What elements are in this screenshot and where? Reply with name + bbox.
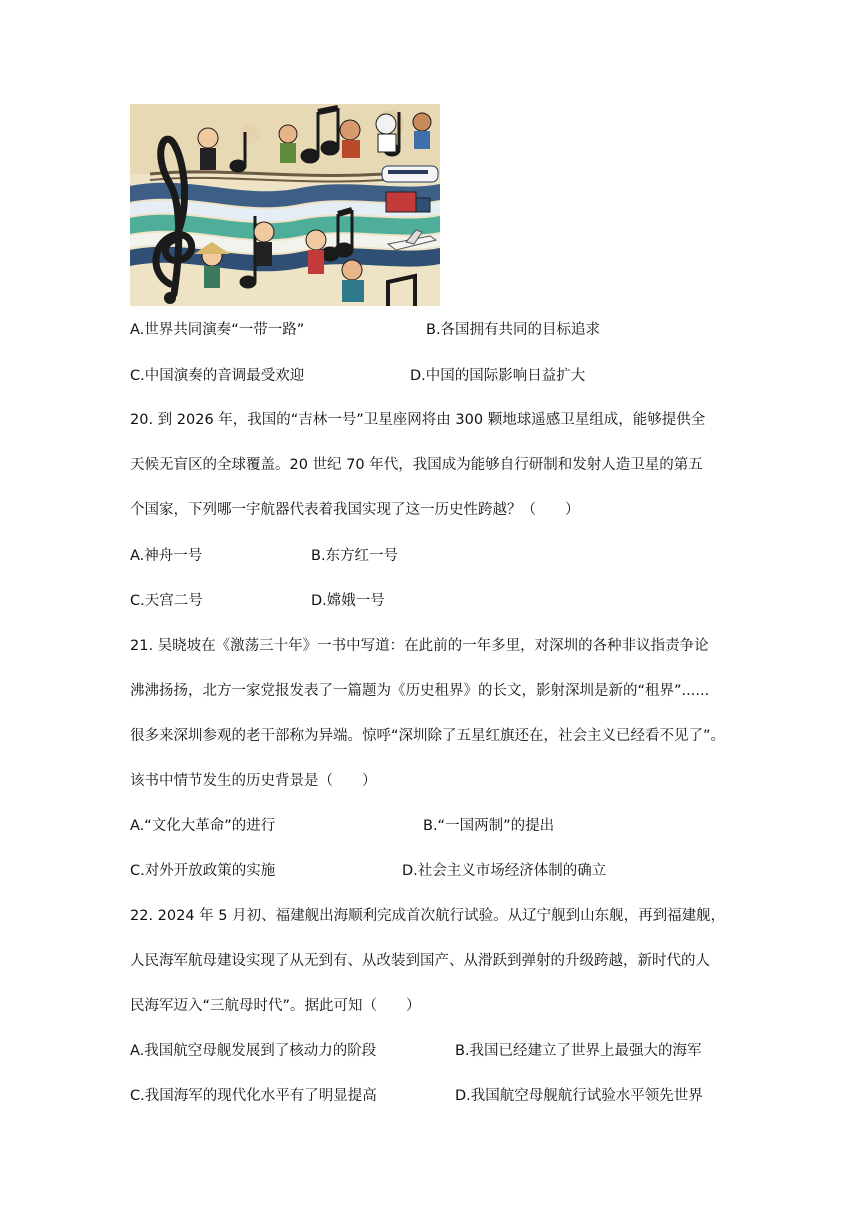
q20-stem-line-2: 天候无盲区的全球覆盖。20 世纪 70 年代，我国成为能够自行研制和发射人造卫星的第五 xyxy=(130,457,703,473)
q22-option-c: C.我国海军的现代化水平有了明显提高 xyxy=(130,1088,377,1104)
q19-option-d: D.中国的国际影响日益扩大 xyxy=(410,368,586,384)
q21-option-b: B.“一国两制”的提出 xyxy=(423,818,555,834)
q19-option-a: A.世界共同演奏“一带一路” xyxy=(130,322,305,338)
q22-option-d: D.我国航空母舰航行试验水平领先世界 xyxy=(455,1088,703,1104)
q20-stem-line-1: 20. 到 2026 年，我国的“吉林一号”卫星座网将由 300 颗地球遥感卫星组成，能够提供全 xyxy=(130,412,706,428)
q21-stem-line-3: 很多来深圳参观的老干部称为异端。惊呼“深圳除了五星红旗还在，社会主义已经看不见了”。 xyxy=(130,728,726,744)
q19-option-c: C.中国演奏的音调最受欢迎 xyxy=(130,368,305,384)
q21-stem-line-1: 21. 吴晓坡在《激荡三十年》一书中写道：在此前的一年多里，对深圳的各种非议指责争论 xyxy=(130,638,709,654)
q22-stem-line-2: 人民海军航母建设实现了从无到有、从改装到国产、从滑跃到弹射的升级跨越，新时代的人 xyxy=(130,953,710,969)
q21-option-d: D.社会主义市场经济体制的确立 xyxy=(402,863,607,879)
q21-stem-line-4: 该书中情节发生的历史背景是（ ） xyxy=(130,773,377,789)
q21-option-a: A.“文化大革命”的进行 xyxy=(130,818,276,834)
q21-stem-line-2: 沸沸扬扬，北方一家党报发表了一篇题为《历史租界》的长文，影射深圳是新的“租界”...... xyxy=(130,683,710,699)
q21-option-c: C.对外开放政策的实施 xyxy=(130,863,276,879)
cartoon-illustration-icon xyxy=(130,104,440,306)
q22-option-b: B.我国已经建立了世界上最强大的海军 xyxy=(455,1043,702,1059)
q20-option-b: B.东方红一号 xyxy=(311,548,399,564)
q20-stem-line-3: 个国家，下列哪一宇航器代表着我国实现了这一历史性跨越？（ ） xyxy=(130,502,580,518)
q22-stem-line-3: 民海军迈入“三航母时代”。据此可知（ ） xyxy=(130,998,421,1014)
q20-option-d: D.嫦娥一号 xyxy=(311,593,385,609)
q20-option-a: A.神舟一号 xyxy=(130,548,203,564)
q22-stem-line-1: 22. 2024 年 5 月初、福建舰出海顺利完成首次航行试验。从辽宁舰到山东舰，再到福建舰， xyxy=(130,908,726,924)
q22-option-a: A.我国航空母舰发展到了核动力的阶段 xyxy=(130,1043,377,1059)
q20-option-c: C.天宫二号 xyxy=(130,593,203,609)
q19-option-b: B.各国拥有共同的目标追求 xyxy=(426,322,601,338)
